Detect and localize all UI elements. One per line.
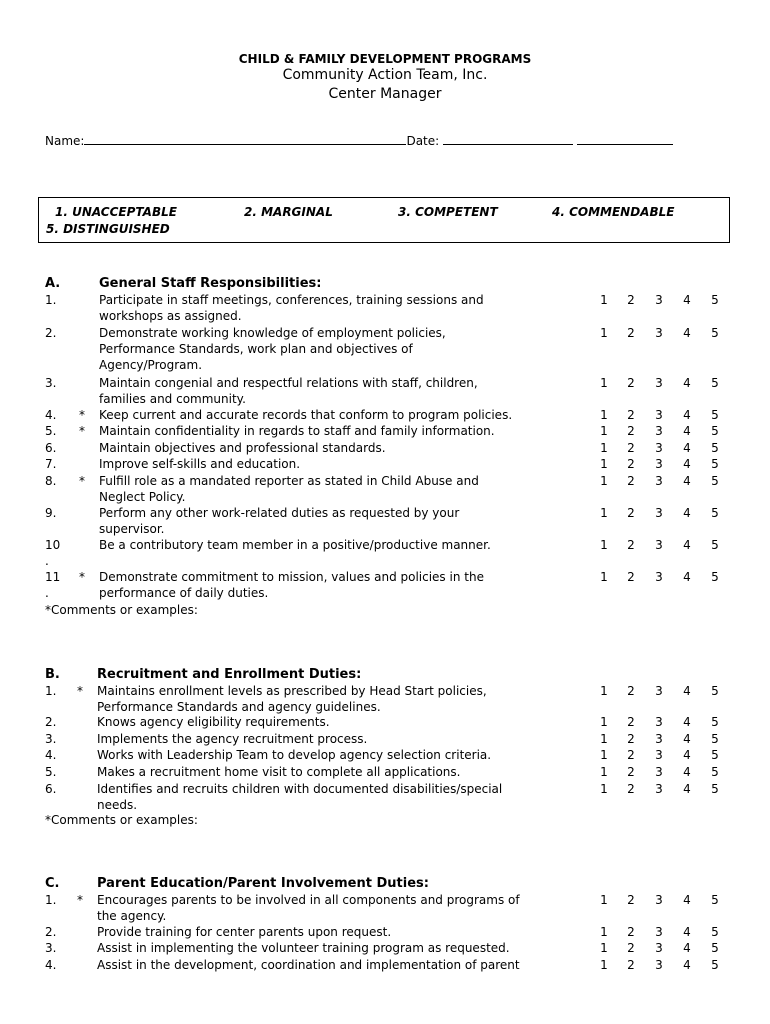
criterion-text: Assist in the development, coordination and implementation of parent	[97, 958, 520, 972]
rating-option-1[interactable]: 1	[600, 293, 608, 307]
rating-option-2[interactable]: 2	[627, 782, 635, 796]
section-letter: B.	[45, 667, 60, 682]
rating-option-2[interactable]: 2	[627, 732, 635, 746]
item-number: 9.	[45, 506, 57, 520]
rating-option-2[interactable]: 2	[627, 765, 635, 779]
rating-option-4[interactable]: 4	[683, 538, 691, 552]
rating-option-5[interactable]: 5	[711, 732, 719, 746]
scale-distinguished: 5. DISTINGUISHED	[46, 222, 170, 236]
rating-option-5[interactable]: 5	[711, 538, 719, 552]
rating-option-2[interactable]: 2	[627, 408, 635, 422]
rating-option-2[interactable]: 2	[627, 925, 635, 939]
section-title: Recruitment and Enrollment Duties:	[97, 667, 362, 682]
comments-label: *Comments or examples:	[45, 603, 198, 617]
rating-option-4[interactable]: 4	[683, 893, 691, 907]
item-number: 2.	[45, 715, 57, 729]
name-label: Name:	[45, 134, 85, 148]
name-date-row	[45, 134, 673, 148]
organization-name: Community Action Team, Inc.	[282, 67, 488, 83]
item-number: 2.	[45, 326, 57, 340]
rating-option-1[interactable]: 1	[600, 893, 608, 907]
rating-option-4[interactable]: 4	[683, 715, 691, 729]
rating-option-5[interactable]: 5	[711, 506, 719, 520]
rating-option-1[interactable]: 1	[600, 715, 608, 729]
rating-option-2[interactable]: 2	[627, 457, 635, 471]
date-label: Date:	[406, 134, 440, 148]
required-asterisk: *	[79, 408, 85, 422]
section-title: Parent Education/Parent Involvement Duties:	[97, 876, 429, 891]
date-field-3[interactable]	[623, 134, 673, 145]
rating-option-5[interactable]: 5	[711, 408, 719, 422]
required-asterisk: *	[79, 424, 85, 438]
rating-option-2[interactable]: 2	[627, 538, 635, 552]
rating-option-1[interactable]: 1	[600, 941, 608, 955]
rating-option-3[interactable]: 3	[655, 958, 663, 972]
item-number: 5.	[45, 765, 57, 779]
rating-scale-legend	[38, 197, 730, 243]
rating-option-5[interactable]: 5	[711, 765, 719, 779]
date-field[interactable]	[443, 134, 573, 145]
item-number: 3.	[45, 376, 57, 390]
rating-option-4[interactable]: 4	[683, 782, 691, 796]
name-field[interactable]	[84, 134, 406, 145]
criterion-text: Fulfill role as a mandated reporter as stated in Child Abuse and Neglect Policy.	[99, 474, 479, 504]
rating-option-2[interactable]: 2	[627, 684, 635, 698]
criterion-text: Maintain confidentiality in regards to staff and family information.	[99, 424, 495, 438]
rating-option-2[interactable]: 2	[627, 326, 635, 340]
item-number: 8.	[45, 474, 57, 488]
rating-option-4[interactable]: 4	[683, 570, 691, 584]
rating-option-3[interactable]: 3	[655, 732, 663, 746]
required-asterisk: *	[79, 474, 85, 488]
criterion-text: Demonstrate working knowledge of employment policies, Performance Standards, work plan and objectives of Agency/Program.	[99, 326, 446, 372]
item-number: 11 .	[45, 570, 61, 600]
rating-option-1[interactable]: 1	[600, 474, 608, 488]
rating-option-1[interactable]: 1	[600, 782, 608, 796]
rating-option-5[interactable]: 5	[711, 441, 719, 455]
item-number: 1.	[45, 293, 57, 307]
rating-option-2[interactable]: 2	[627, 293, 635, 307]
rating-option-4[interactable]: 4	[683, 474, 691, 488]
item-number: 4.	[45, 748, 57, 762]
criterion-text: Identifies and recruits children with documented disabilities/special needs.	[97, 782, 503, 812]
rating-option-3[interactable]: 3	[655, 748, 663, 762]
rating-option-2[interactable]: 2	[627, 715, 635, 729]
rating-option-5[interactable]: 5	[711, 474, 719, 488]
criterion-text: Assist in implementing the volunteer training program as requested.	[97, 941, 510, 955]
rating-option-4[interactable]: 4	[683, 748, 691, 762]
item-number: 1.	[45, 893, 57, 907]
rating-option-4[interactable]: 4	[683, 457, 691, 471]
rating-option-1[interactable]: 1	[600, 748, 608, 762]
rating-option-5[interactable]: 5	[711, 941, 719, 955]
criterion-text: Makes a recruitment home visit to complete all applications.	[97, 765, 461, 779]
criterion-text: Improve self-skills and education.	[99, 457, 301, 471]
rating-option-2[interactable]: 2	[627, 474, 635, 488]
rating-option-1[interactable]: 1	[600, 441, 608, 455]
rating-option-5[interactable]: 5	[711, 570, 719, 584]
criterion-text: Implements the agency recruitment process.	[97, 732, 368, 746]
rating-option-4[interactable]: 4	[683, 506, 691, 520]
item-number: 4.	[45, 408, 57, 422]
required-asterisk: *	[77, 893, 83, 907]
criterion-text: Provide training for center parents upon request.	[97, 925, 392, 939]
rating-option-3[interactable]: 3	[655, 715, 663, 729]
rating-option-5[interactable]: 5	[711, 958, 719, 972]
position-title: Center Manager	[328, 86, 442, 102]
criterion-text: Participate in staff meetings, conferences, training sessions and workshops as assigned.	[99, 293, 484, 323]
rating-option-2[interactable]: 2	[627, 506, 635, 520]
rating-option-5[interactable]: 5	[711, 782, 719, 796]
rating-option-5[interactable]: 5	[711, 457, 719, 471]
item-number: 1.	[45, 684, 57, 698]
item-number: 4.	[45, 958, 57, 972]
scale-unacceptable: 1. UNACCEPTABLE	[55, 205, 177, 219]
rating-option-5[interactable]: 5	[711, 748, 719, 762]
section-letter: C.	[45, 876, 60, 891]
required-asterisk: *	[77, 684, 83, 698]
rating-option-1[interactable]: 1	[600, 958, 608, 972]
rating-option-2[interactable]: 2	[627, 941, 635, 955]
rating-option-2[interactable]: 2	[627, 748, 635, 762]
item-number: 6.	[45, 782, 57, 796]
section-letter: A.	[45, 276, 61, 291]
rating-option-3[interactable]: 3	[655, 293, 663, 307]
rating-option-4[interactable]: 4	[683, 441, 691, 455]
rating-option-2[interactable]: 2	[627, 958, 635, 972]
rating-option-1[interactable]: 1	[600, 457, 608, 471]
rating-option-1[interactable]: 1	[600, 570, 608, 584]
criterion-text: Keep current and accurate records that conform to program policies.	[99, 408, 513, 422]
item-number: 5.	[45, 424, 57, 438]
rating-option-4[interactable]: 4	[683, 765, 691, 779]
rating-option-1[interactable]: 1	[600, 684, 608, 698]
rating-option-1[interactable]: 1	[600, 326, 608, 340]
criterion-text: Encourages parents to be involved in all components and programs of the agency.	[97, 893, 520, 923]
criterion-text: Works with Leadership Team to develop agency selection criteria.	[97, 748, 492, 762]
rating-option-3[interactable]: 3	[655, 893, 663, 907]
rating-option-4[interactable]: 4	[683, 684, 691, 698]
criterion-text: Maintains enrollment levels as prescribed by Head Start policies, Performance Standards and agency guidelines.	[97, 684, 487, 714]
criterion-text: Knows agency eligibility requirements.	[97, 715, 330, 729]
criterion-text: Demonstrate commitment to mission, values and policies in the performance of daily duties.	[99, 570, 484, 600]
rating-option-1[interactable]: 1	[600, 538, 608, 552]
rating-option-3[interactable]: 3	[655, 457, 663, 471]
item-number: 3.	[45, 941, 57, 955]
item-number: 10 .	[45, 538, 61, 568]
rating-option-4[interactable]: 4	[683, 941, 691, 955]
item-number: 2.	[45, 925, 57, 939]
rating-option-3[interactable]: 3	[655, 474, 663, 488]
rating-option-2[interactable]: 2	[627, 424, 635, 438]
rating-option-1[interactable]: 1	[600, 424, 608, 438]
rating-option-3[interactable]: 3	[655, 538, 663, 552]
rating-option-3[interactable]: 3	[655, 326, 663, 340]
section-title: General Staff Responsibilities:	[99, 276, 322, 291]
rating-option-5[interactable]: 5	[711, 293, 719, 307]
rating-option-4[interactable]: 4	[683, 424, 691, 438]
rating-option-4[interactable]: 4	[683, 958, 691, 972]
rating-option-5[interactable]: 5	[711, 925, 719, 939]
rating-option-4[interactable]: 4	[683, 732, 691, 746]
scale-competent: 3. COMPETENT	[398, 205, 498, 219]
rating-option-2[interactable]: 2	[627, 376, 635, 390]
scale-marginal: 2. MARGINAL	[244, 205, 333, 219]
rating-option-3[interactable]: 3	[655, 570, 663, 584]
rating-option-3[interactable]: 3	[655, 765, 663, 779]
criterion-text: Perform any other work-related duties as requested by your supervisor.	[99, 506, 460, 536]
item-number: 7.	[45, 457, 57, 471]
required-asterisk: *	[79, 570, 85, 584]
rating-option-4[interactable]: 4	[683, 376, 691, 390]
item-number: 3.	[45, 732, 57, 746]
rating-option-5[interactable]: 5	[711, 684, 719, 698]
rating-option-1[interactable]: 1	[600, 408, 608, 422]
rating-option-1[interactable]: 1	[600, 506, 608, 520]
criterion-text: Be a contributory team member in a positive/productive manner.	[99, 538, 491, 552]
rating-option-2[interactable]: 2	[627, 441, 635, 455]
rating-option-1[interactable]: 1	[600, 732, 608, 746]
criterion-text: Maintain objectives and professional standards.	[99, 441, 386, 455]
rating-option-4[interactable]: 4	[683, 293, 691, 307]
comments-label: *Comments or examples:	[45, 813, 198, 827]
rating-option-3[interactable]: 3	[655, 376, 663, 390]
date-field-2[interactable]	[577, 134, 623, 145]
rating-option-1[interactable]: 1	[600, 376, 608, 390]
rating-option-5[interactable]: 5	[711, 376, 719, 390]
rating-option-3[interactable]: 3	[655, 424, 663, 438]
rating-option-3[interactable]: 3	[655, 408, 663, 422]
item-number: 6.	[45, 441, 57, 455]
rating-option-3[interactable]: 3	[655, 506, 663, 520]
rating-option-2[interactable]: 2	[627, 570, 635, 584]
rating-option-1[interactable]: 1	[600, 765, 608, 779]
scale-commendable: 4. COMMENDABLE	[552, 205, 675, 219]
rating-option-1[interactable]: 1	[600, 925, 608, 939]
rating-option-2[interactable]: 2	[627, 893, 635, 907]
rating-option-3[interactable]: 3	[655, 925, 663, 939]
rating-option-5[interactable]: 5	[711, 326, 719, 340]
rating-option-3[interactable]: 3	[655, 782, 663, 796]
rating-option-5[interactable]: 5	[711, 893, 719, 907]
program-title: CHILD & FAMILY DEVELOPMENT PROGRAMS	[238, 52, 532, 66]
rating-option-4[interactable]: 4	[683, 925, 691, 939]
rating-option-3[interactable]: 3	[655, 441, 663, 455]
rating-option-3[interactable]: 3	[655, 941, 663, 955]
rating-option-5[interactable]: 5	[711, 424, 719, 438]
rating-option-4[interactable]: 4	[683, 408, 691, 422]
rating-option-4[interactable]: 4	[683, 326, 691, 340]
rating-option-5[interactable]: 5	[711, 715, 719, 729]
criterion-text: Maintain congenial and respectful relations with staff, children, families and community.	[99, 376, 478, 406]
rating-option-3[interactable]: 3	[655, 684, 663, 698]
